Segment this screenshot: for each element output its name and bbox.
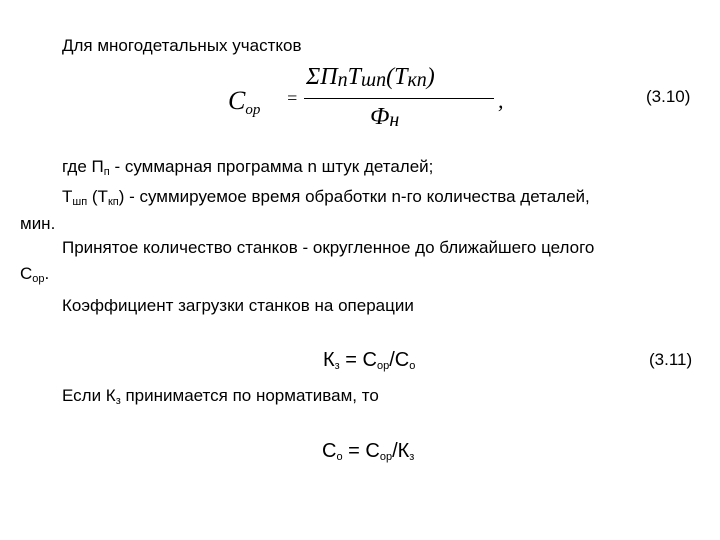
formula-numerator: ΣПпTшп(Tкп) [306,64,435,91]
equation-number-3-10: (3.10) [646,87,691,106]
where-line-3: мин. [20,214,56,233]
formula-co: $С_о = С_{ор}/К_з$ [322,440,415,463]
intro-text: Для многодетальных участков [62,36,302,55]
formula-3-11: $К_з = С_{ор}/С_о$ [323,349,416,372]
formula-3-10 [228,64,528,144]
if-text: Если $К_з$ принимается по нормативам, то [62,386,379,407]
equation-number-3-11: (3.11) [649,350,693,369]
where-line-2: $Т_{шп}$ $(Т_{кп})$ - суммируемое время обработки n-го количества деталей, [62,187,590,208]
coefficient-text: Коэффициент загрузки станков на операции [62,296,414,315]
formula-denominator: Фн [370,104,400,131]
formula-comma: , [498,88,504,113]
fraction-bar [304,98,494,99]
where-line-1: где $П_п$ - суммарная программа n штук деталей; [62,157,434,178]
formula-equals: = [286,88,299,108]
where-line-4: Принятое количество станков - округленное до ближайшего целого [62,238,595,257]
where-line-5: $С_{ор}$. [20,264,50,285]
formula-lhs: $C_{ор}$ [228,86,261,118]
